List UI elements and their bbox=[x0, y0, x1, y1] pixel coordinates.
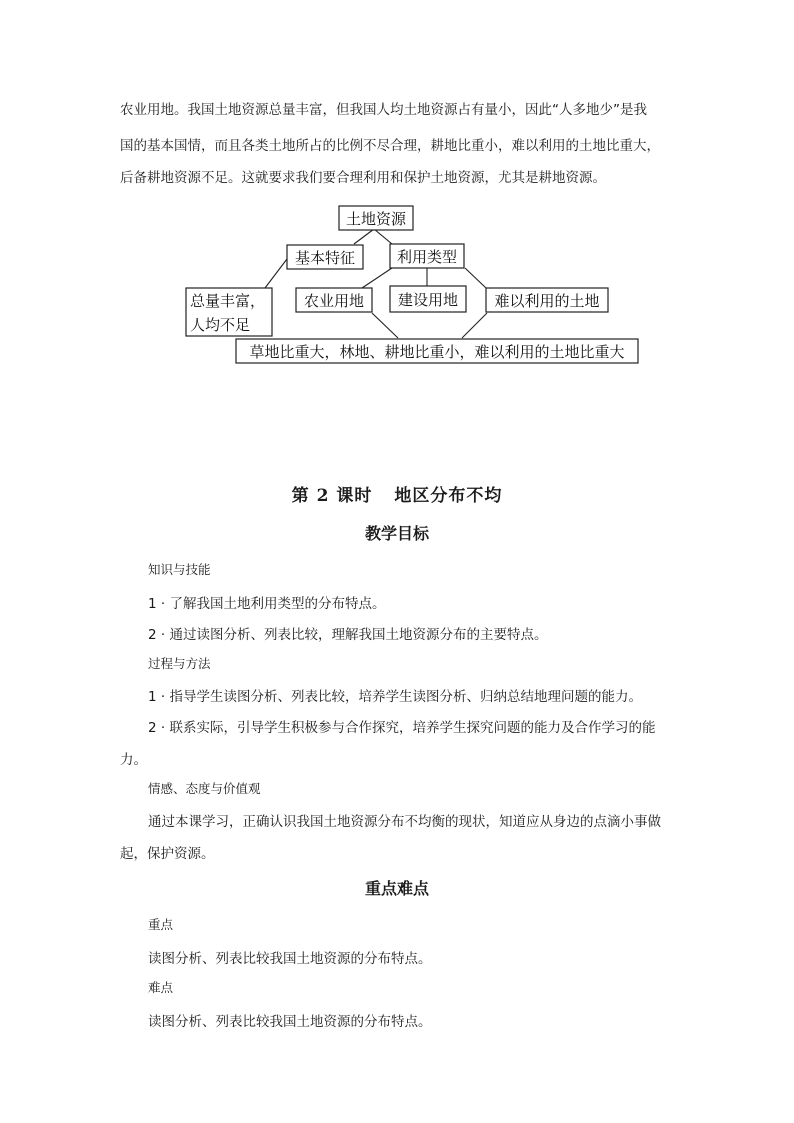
node-conclusion: 草地比重大，林地、耕地比重小，难以利用的土地比重大 bbox=[249, 343, 625, 361]
knowledge-item-2: 2 · 通过读图分析、列表比较，理解我国土地资源分布的主要特点。 bbox=[148, 627, 548, 643]
difficulty-text: 读图分析、列表比较我国土地资源的分布特点。 bbox=[148, 1014, 432, 1030]
emotion-title: 情感、态度与价值观 bbox=[148, 781, 261, 796]
node-feature-2: 人均不足 bbox=[190, 316, 251, 334]
intro-line-1: 农业用地。我国土地资源总量丰富，但我国人均土地资源占有量小，因此“人多地少”是我 bbox=[120, 102, 647, 118]
lesson-number: 第 2 课时 bbox=[291, 486, 373, 506]
lesson-name: 地区分布不均 bbox=[394, 486, 503, 506]
focus-title: 重点 bbox=[148, 917, 174, 932]
node-feature-1: 总量丰富， bbox=[190, 292, 266, 310]
land-resource-diagram bbox=[0, 0, 794, 380]
node-type-build: 建设用地 bbox=[397, 291, 459, 309]
node-basic-features: 基本特征 bbox=[294, 249, 356, 267]
connector-types-agri bbox=[362, 268, 392, 288]
process-item-2-line-1: 2 · 联系实际，引导学生积极参与合作探究，培养学生探究问题的能力及合作学习的能 bbox=[148, 720, 656, 736]
connector-root-types bbox=[374, 229, 392, 244]
node-use-types: 利用类型 bbox=[396, 248, 458, 266]
process-title: 过程与方法 bbox=[148, 656, 211, 671]
connector-hard-conclusion bbox=[462, 313, 487, 338]
intro-line-2: 国的基本国情，而且各类土地所占的比例不尽合理，耕地比重小，难以利用的土地比重大， bbox=[120, 138, 660, 154]
knowledge-title: 知识与技能 bbox=[148, 562, 211, 577]
goals-heading: 教学目标 bbox=[364, 524, 429, 543]
focus-text: 读图分析、列表比较我国土地资源的分布特点。 bbox=[148, 951, 432, 967]
connector-types-hard bbox=[465, 268, 486, 288]
lesson-title bbox=[0, 481, 794, 506]
keypoints-heading: 重点难点 bbox=[364, 879, 429, 898]
connector-root-features bbox=[354, 229, 374, 244]
connector-agri-conclusion bbox=[372, 313, 398, 338]
emotion-line-2: 起，保护资源。 bbox=[120, 846, 215, 862]
node-root: 土地资源 bbox=[345, 210, 407, 228]
process-item-2-line-2: 力。 bbox=[120, 752, 147, 768]
node-type-agri: 农业用地 bbox=[303, 292, 365, 310]
node-type-hard: 难以利用的土地 bbox=[494, 292, 600, 310]
difficulty-title: 难点 bbox=[148, 980, 174, 995]
connector-features-detail bbox=[265, 255, 290, 288]
intro-line-3: 后备耕地资源不足。这就要求我们要合理利用和保护土地资源，尤其是耕地资源。 bbox=[120, 170, 606, 186]
knowledge-item-1: 1 · 了解我国土地利用类型的分布特点。 bbox=[148, 596, 386, 612]
process-item-1: 1 · 指导学生读图分析、列表比较，培养学生读图分析、归纳总结地理问题的能力。 bbox=[148, 689, 642, 705]
emotion-line-1: 通过本课学习，正确认识我国土地资源分布不均衡的现状，知道应从身边的点滴小事做 bbox=[148, 814, 661, 830]
